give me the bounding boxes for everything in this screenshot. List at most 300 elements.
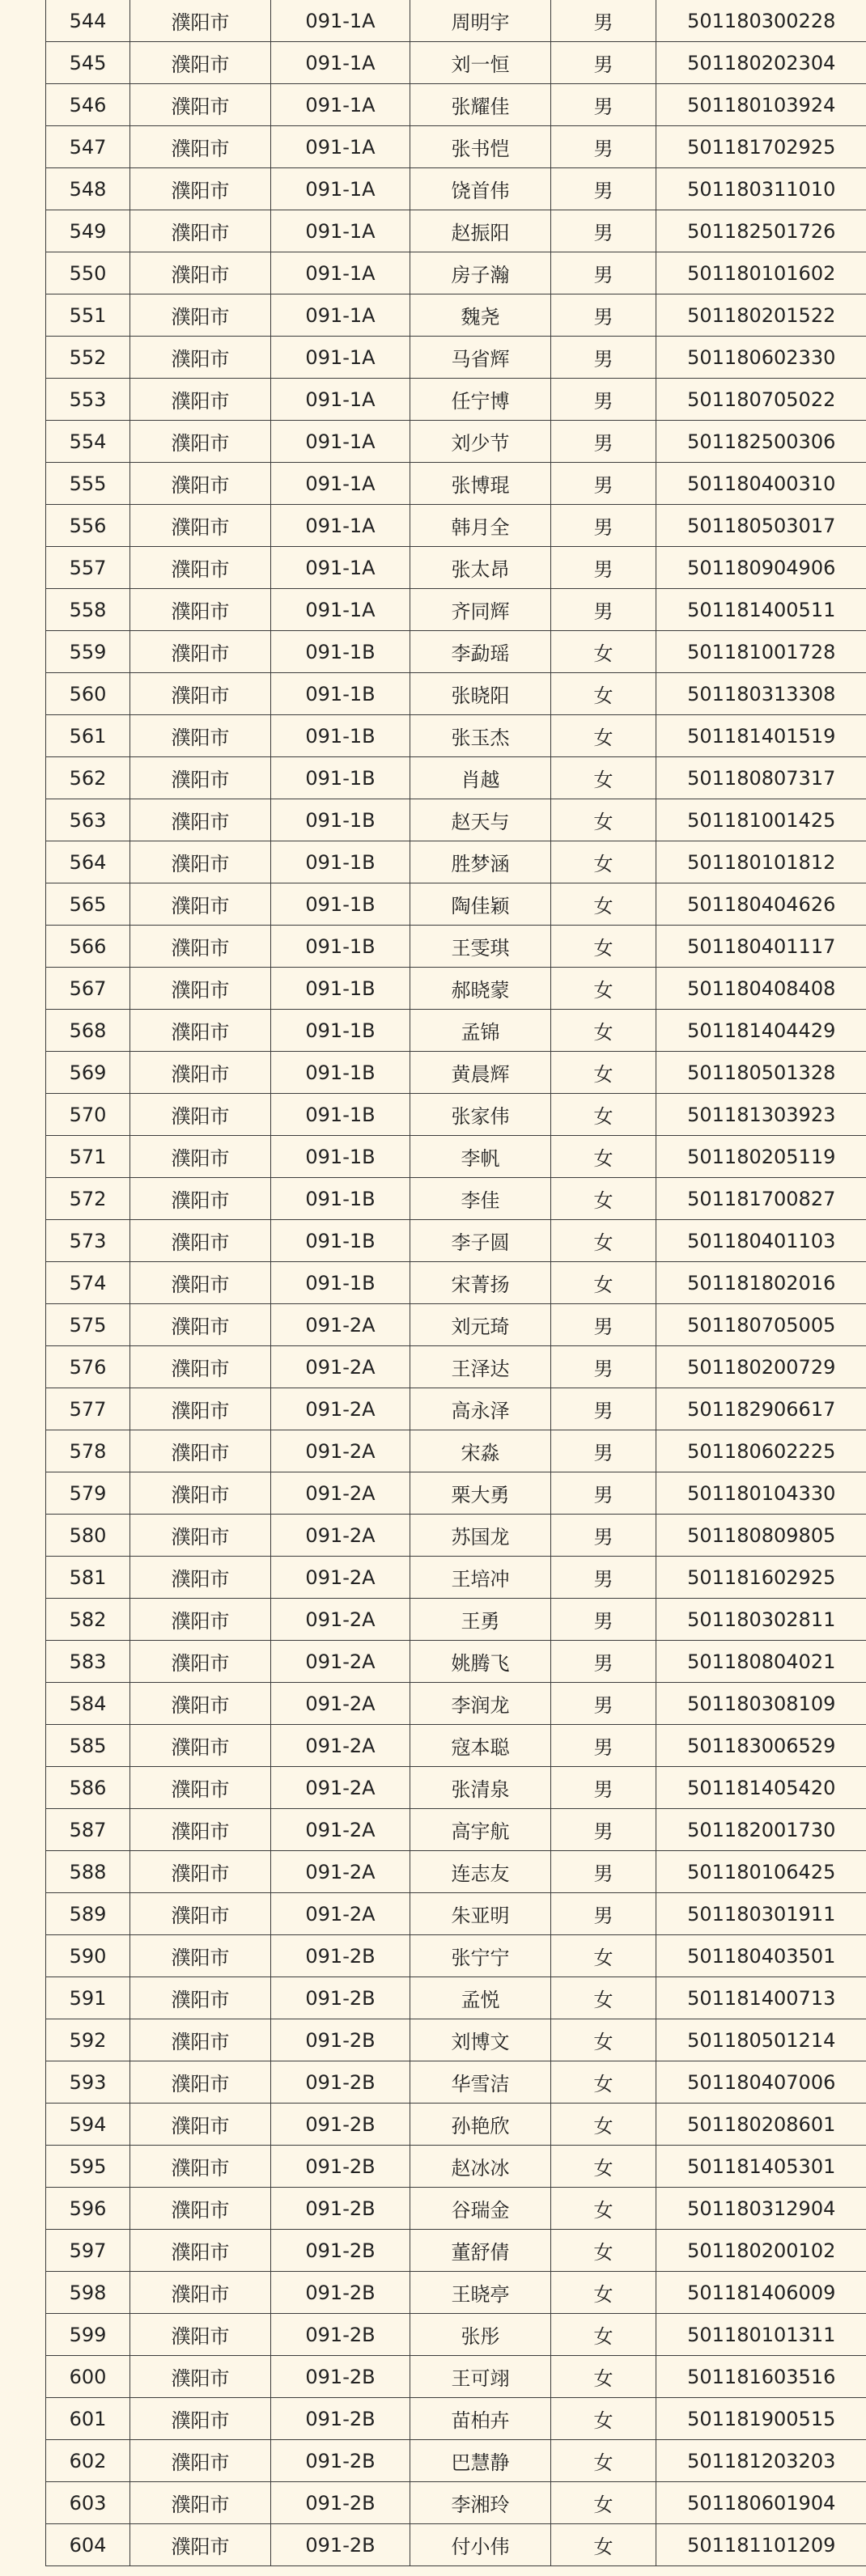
class-code-cell: 091-1A: [271, 0, 410, 42]
row-number-cell: 553: [46, 379, 130, 421]
student-name-cell: 张晓阳: [410, 673, 551, 715]
exam-id-cell: 501180408408: [656, 968, 866, 1010]
row-number-cell: 545: [46, 42, 130, 84]
city-cell: 濮阳市: [130, 1809, 271, 1851]
table-row: [46, 421, 866, 463]
student-name-cell: 韩月全: [410, 505, 551, 547]
table-row: [46, 2398, 866, 2440]
city-cell: 濮阳市: [130, 1010, 271, 1052]
exam-id-cell: 501180602225: [656, 1430, 866, 1472]
class-code-cell: 091-2A: [271, 1472, 410, 1515]
class-code-cell: 091-2B: [271, 2230, 410, 2272]
city-cell: 濮阳市: [130, 2019, 271, 2061]
table-row: [46, 252, 866, 294]
exam-id-cell: 501181900515: [656, 2398, 866, 2440]
table-row: [46, 84, 866, 126]
class-code-cell: 091-1A: [271, 42, 410, 84]
city-cell: 濮阳市: [130, 337, 271, 379]
gender-cell: 女: [551, 1262, 656, 1304]
class-code-cell: 091-2A: [271, 1767, 410, 1809]
class-code-cell: 091-1B: [271, 1136, 410, 1178]
city-cell: 濮阳市: [130, 1683, 271, 1725]
exam-id-cell: 501180201522: [656, 294, 866, 337]
student-name-cell: 张耀佳: [410, 84, 551, 126]
table-row: [46, 2272, 866, 2314]
exam-id-cell: 501180400310: [656, 463, 866, 505]
exam-id-cell: 501183006529: [656, 1725, 866, 1767]
table-row: [46, 2061, 866, 2104]
table-row: [46, 2440, 866, 2482]
student-name-cell: 姚腾飞: [410, 1641, 551, 1683]
table-row: [46, 715, 866, 757]
class-code-cell: 091-2B: [271, 2019, 410, 2061]
gender-cell: 女: [551, 2230, 656, 2272]
class-code-cell: 091-1A: [271, 463, 410, 505]
table-row: [46, 1977, 866, 2019]
gender-cell: 女: [551, 1010, 656, 1052]
student-name-cell: 赵冰冰: [410, 2146, 551, 2188]
city-cell: 濮阳市: [130, 1515, 271, 1557]
row-number-cell: 604: [46, 2524, 130, 2566]
exam-id-cell: 501181203203: [656, 2440, 866, 2482]
class-code-cell: 091-1A: [271, 84, 410, 126]
student-name-cell: 任宁博: [410, 379, 551, 421]
gender-cell: 男: [551, 1304, 656, 1346]
table-row: [46, 757, 866, 799]
row-number-cell: 551: [46, 294, 130, 337]
gender-cell: 女: [551, 631, 656, 673]
city-cell: 濮阳市: [130, 547, 271, 589]
gender-cell: 女: [551, 1977, 656, 2019]
exam-id-cell: 501180313308: [656, 673, 866, 715]
row-number-cell: 589: [46, 1893, 130, 1935]
class-code-cell: 091-1B: [271, 1220, 410, 1262]
table-row: [46, 799, 866, 841]
exam-id-cell: 501180602330: [656, 337, 866, 379]
student-name-cell: 张博琨: [410, 463, 551, 505]
gender-cell: 女: [551, 673, 656, 715]
class-code-cell: 091-2B: [271, 2482, 410, 2524]
city-cell: 濮阳市: [130, 1977, 271, 2019]
row-number-cell: 559: [46, 631, 130, 673]
exam-id-cell: 501181700827: [656, 1178, 866, 1220]
table-row: [46, 673, 866, 715]
class-code-cell: 091-1B: [271, 799, 410, 841]
exam-id-cell: 501180601904: [656, 2482, 866, 2524]
student-name-cell: 齐同辉: [410, 589, 551, 631]
class-code-cell: 091-2A: [271, 1515, 410, 1557]
city-cell: 濮阳市: [130, 1052, 271, 1094]
student-name-cell: 孟锦: [410, 1010, 551, 1052]
student-name-cell: 王勇: [410, 1599, 551, 1641]
exam-id-cell: 501182906617: [656, 1388, 866, 1430]
student-name-cell: 寇本聪: [410, 1725, 551, 1767]
exam-id-cell: 501181404429: [656, 1010, 866, 1052]
roster-table: [45, 0, 866, 2566]
city-cell: 濮阳市: [130, 252, 271, 294]
student-name-cell: 苏国龙: [410, 1515, 551, 1557]
city-cell: 濮阳市: [130, 1725, 271, 1767]
student-name-cell: 孙艳欣: [410, 2104, 551, 2146]
student-name-cell: 张清泉: [410, 1767, 551, 1809]
gender-cell: 女: [551, 2019, 656, 2061]
student-name-cell: 董舒倩: [410, 2230, 551, 2272]
row-number-cell: 579: [46, 1472, 130, 1515]
city-cell: 濮阳市: [130, 1935, 271, 1977]
gender-cell: 女: [551, 1220, 656, 1262]
gender-cell: 男: [551, 547, 656, 589]
gender-cell: 男: [551, 1683, 656, 1725]
row-number-cell: 556: [46, 505, 130, 547]
class-code-cell: 091-2B: [271, 2314, 410, 2356]
exam-id-cell: 501181602925: [656, 1557, 866, 1599]
table-row: [46, 1346, 866, 1388]
row-number-cell: 572: [46, 1178, 130, 1220]
student-name-cell: 宋淼: [410, 1430, 551, 1472]
table-row: [46, 1515, 866, 1557]
city-cell: 濮阳市: [130, 883, 271, 926]
row-number-cell: 563: [46, 799, 130, 841]
row-number-cell: 569: [46, 1052, 130, 1094]
gender-cell: 女: [551, 715, 656, 757]
class-code-cell: 091-1A: [271, 379, 410, 421]
city-cell: 濮阳市: [130, 2188, 271, 2230]
table-row: [46, 294, 866, 337]
city-cell: 濮阳市: [130, 2482, 271, 2524]
city-cell: 濮阳市: [130, 673, 271, 715]
exam-id-cell: 501180106425: [656, 1851, 866, 1893]
student-name-cell: 张太昂: [410, 547, 551, 589]
gender-cell: 男: [551, 1809, 656, 1851]
student-name-cell: 栗大勇: [410, 1472, 551, 1515]
exam-id-cell: 501182500306: [656, 421, 866, 463]
student-name-cell: 张家伟: [410, 1094, 551, 1136]
table-row: [46, 1178, 866, 1220]
row-number-cell: 555: [46, 463, 130, 505]
city-cell: 濮阳市: [130, 1472, 271, 1515]
table-row: [46, 883, 866, 926]
class-code-cell: 091-2B: [271, 2524, 410, 2566]
gender-cell: 女: [551, 2146, 656, 2188]
table-row: [46, 1683, 866, 1725]
row-number-cell: 549: [46, 210, 130, 252]
row-number-cell: 576: [46, 1346, 130, 1388]
exam-id-cell: 501180807317: [656, 757, 866, 799]
gender-cell: 男: [551, 126, 656, 168]
table-row: [46, 1430, 866, 1472]
exam-id-cell: 501181702925: [656, 126, 866, 168]
table-row: [46, 1052, 866, 1094]
class-code-cell: 091-1A: [271, 294, 410, 337]
row-number-cell: 570: [46, 1094, 130, 1136]
gender-cell: 男: [551, 1346, 656, 1388]
exam-id-cell: 501181406009: [656, 2272, 866, 2314]
exam-id-cell: 501182001730: [656, 1809, 866, 1851]
class-code-cell: 091-2B: [271, 1935, 410, 1977]
table-row: [46, 1010, 866, 1052]
city-cell: 濮阳市: [130, 168, 271, 210]
gender-cell: 女: [551, 2314, 656, 2356]
city-cell: 濮阳市: [130, 2061, 271, 2104]
student-name-cell: 赵振阳: [410, 210, 551, 252]
gender-cell: 女: [551, 1136, 656, 1178]
exam-id-cell: 501180302811: [656, 1599, 866, 1641]
class-code-cell: 091-2A: [271, 1683, 410, 1725]
gender-cell: 女: [551, 2398, 656, 2440]
student-name-cell: 李润龙: [410, 1683, 551, 1725]
row-number-cell: 565: [46, 883, 130, 926]
city-cell: 濮阳市: [130, 1220, 271, 1262]
class-code-cell: 091-2A: [271, 1641, 410, 1683]
gender-cell: 女: [551, 2524, 656, 2566]
student-name-cell: 李帆: [410, 1136, 551, 1178]
student-name-cell: 张玉杰: [410, 715, 551, 757]
student-name-cell: 肖越: [410, 757, 551, 799]
class-code-cell: 091-2A: [271, 1893, 410, 1935]
student-name-cell: 周明宇: [410, 0, 551, 42]
gender-cell: 女: [551, 2440, 656, 2482]
class-code-cell: 091-1A: [271, 505, 410, 547]
student-name-cell: 刘博文: [410, 2019, 551, 2061]
class-code-cell: 091-2B: [271, 2272, 410, 2314]
table-row: [46, 1262, 866, 1304]
row-number-cell: 575: [46, 1304, 130, 1346]
class-code-cell: 091-1B: [271, 1052, 410, 1094]
exam-id-cell: 501180208601: [656, 2104, 866, 2146]
city-cell: 濮阳市: [130, 0, 271, 42]
table-row: [46, 2524, 866, 2566]
row-number-cell: 564: [46, 841, 130, 883]
student-name-cell: 朱亚明: [410, 1893, 551, 1935]
gender-cell: 男: [551, 1388, 656, 1430]
row-number-cell: 554: [46, 421, 130, 463]
table-row: [46, 379, 866, 421]
city-cell: 濮阳市: [130, 1094, 271, 1136]
gender-cell: 女: [551, 2272, 656, 2314]
gender-cell: 男: [551, 589, 656, 631]
table-row: [46, 2356, 866, 2398]
exam-id-cell: 501180308109: [656, 1683, 866, 1725]
row-number-cell: 598: [46, 2272, 130, 2314]
gender-cell: 女: [551, 2188, 656, 2230]
exam-id-cell: 501180403501: [656, 1935, 866, 1977]
table-row: [46, 1388, 866, 1430]
gender-cell: 女: [551, 841, 656, 883]
table-row: [46, 337, 866, 379]
student-name-cell: 巴慧静: [410, 2440, 551, 2482]
student-name-cell: 付小伟: [410, 2524, 551, 2566]
table-row: [46, 547, 866, 589]
class-code-cell: 091-2A: [271, 1346, 410, 1388]
row-number-cell: 550: [46, 252, 130, 294]
gender-cell: 男: [551, 463, 656, 505]
gender-cell: 男: [551, 505, 656, 547]
student-name-cell: 华雪洁: [410, 2061, 551, 2104]
exam-id-cell: 501180401103: [656, 1220, 866, 1262]
row-number-cell: 552: [46, 337, 130, 379]
student-name-cell: 王晓亭: [410, 2272, 551, 2314]
table-row: [46, 2104, 866, 2146]
table-row: [46, 1094, 866, 1136]
class-code-cell: 091-1A: [271, 126, 410, 168]
table-row: [46, 2146, 866, 2188]
exam-id-cell: 501180101602: [656, 252, 866, 294]
exam-id-cell: 501181401519: [656, 715, 866, 757]
gender-cell: 女: [551, 1178, 656, 1220]
table-row: [46, 1136, 866, 1178]
exam-id-cell: 501181303923: [656, 1094, 866, 1136]
table-row: [46, 2482, 866, 2524]
gender-cell: 女: [551, 968, 656, 1010]
row-number-cell: 590: [46, 1935, 130, 1977]
class-code-cell: 091-1A: [271, 337, 410, 379]
table-row: [46, 42, 866, 84]
table-row: [46, 968, 866, 1010]
student-name-cell: 陶佳颖: [410, 883, 551, 926]
city-cell: 濮阳市: [130, 1262, 271, 1304]
city-cell: 濮阳市: [130, 715, 271, 757]
exam-id-cell: 501181603516: [656, 2356, 866, 2398]
table-row: [46, 841, 866, 883]
class-code-cell: 091-1B: [271, 1262, 410, 1304]
city-cell: 濮阳市: [130, 968, 271, 1010]
city-cell: 濮阳市: [130, 379, 271, 421]
city-cell: 濮阳市: [130, 2146, 271, 2188]
student-name-cell: 谷瑞金: [410, 2188, 551, 2230]
table-row: [46, 1851, 866, 1893]
gender-cell: 男: [551, 379, 656, 421]
table-row: [46, 126, 866, 168]
gender-cell: 男: [551, 1851, 656, 1893]
class-code-cell: 091-1B: [271, 1010, 410, 1052]
city-cell: 濮阳市: [130, 463, 271, 505]
row-number-cell: 595: [46, 2146, 130, 2188]
exam-id-cell: 501181802016: [656, 1262, 866, 1304]
class-code-cell: 091-2A: [271, 1304, 410, 1346]
class-code-cell: 091-2B: [271, 2440, 410, 2482]
exam-id-cell: 501180705022: [656, 379, 866, 421]
gender-cell: 男: [551, 1893, 656, 1935]
class-code-cell: 091-2A: [271, 1725, 410, 1767]
city-cell: 濮阳市: [130, 1304, 271, 1346]
table-row: [46, 505, 866, 547]
row-number-cell: 581: [46, 1557, 130, 1599]
table-row: [46, 1220, 866, 1262]
gender-cell: 女: [551, 2356, 656, 2398]
class-code-cell: 091-2B: [271, 1977, 410, 2019]
gender-cell: 女: [551, 757, 656, 799]
class-code-cell: 091-1B: [271, 673, 410, 715]
table-row: [46, 1767, 866, 1809]
student-name-cell: 马省辉: [410, 337, 551, 379]
class-code-cell: 091-1B: [271, 1094, 410, 1136]
class-code-cell: 091-2B: [271, 2398, 410, 2440]
row-number-cell: 548: [46, 168, 130, 210]
class-code-cell: 091-1B: [271, 757, 410, 799]
student-name-cell: 房子瀚: [410, 252, 551, 294]
row-number-cell: 544: [46, 0, 130, 42]
student-name-cell: 赵天与: [410, 799, 551, 841]
exam-id-cell: 501181001425: [656, 799, 866, 841]
exam-id-cell: 501180904906: [656, 547, 866, 589]
table-row: [46, 1935, 866, 1977]
class-code-cell: 091-1A: [271, 547, 410, 589]
city-cell: 濮阳市: [130, 1641, 271, 1683]
row-number-cell: 599: [46, 2314, 130, 2356]
row-number-cell: 601: [46, 2398, 130, 2440]
row-number-cell: 568: [46, 1010, 130, 1052]
gender-cell: 女: [551, 799, 656, 841]
city-cell: 濮阳市: [130, 2356, 271, 2398]
gender-cell: 男: [551, 210, 656, 252]
gender-cell: 女: [551, 2104, 656, 2146]
class-code-cell: 091-2A: [271, 1388, 410, 1430]
class-code-cell: 091-1B: [271, 841, 410, 883]
exam-id-cell: 501180501328: [656, 1052, 866, 1094]
gender-cell: 女: [551, 883, 656, 926]
row-number-cell: 560: [46, 673, 130, 715]
gender-cell: 男: [551, 1725, 656, 1767]
table-row: [46, 1472, 866, 1515]
gender-cell: 女: [551, 1052, 656, 1094]
table-row: [46, 631, 866, 673]
table-row: [46, 1599, 866, 1641]
row-number-cell: 594: [46, 2104, 130, 2146]
city-cell: 濮阳市: [130, 1557, 271, 1599]
city-cell: 濮阳市: [130, 2398, 271, 2440]
student-name-cell: 张宁宁: [410, 1935, 551, 1977]
class-code-cell: 091-1A: [271, 589, 410, 631]
student-name-cell: 宋菁扬: [410, 1262, 551, 1304]
student-name-cell: 孟悦: [410, 1977, 551, 2019]
row-number-cell: 558: [46, 589, 130, 631]
student-name-cell: 高永泽: [410, 1388, 551, 1430]
gender-cell: 男: [551, 84, 656, 126]
table-row: [46, 2314, 866, 2356]
exam-id-cell: 501180501214: [656, 2019, 866, 2061]
exam-id-cell: 501180311010: [656, 168, 866, 210]
gender-cell: 男: [551, 1515, 656, 1557]
exam-id-cell: 501181405420: [656, 1767, 866, 1809]
gender-cell: 男: [551, 168, 656, 210]
class-code-cell: 091-2A: [271, 1851, 410, 1893]
city-cell: 濮阳市: [130, 1851, 271, 1893]
table-row: [46, 210, 866, 252]
city-cell: 濮阳市: [130, 210, 271, 252]
table-row: [46, 926, 866, 968]
city-cell: 濮阳市: [130, 1767, 271, 1809]
row-number-cell: 562: [46, 757, 130, 799]
student-name-cell: 刘元琦: [410, 1304, 551, 1346]
table-row: [46, 1304, 866, 1346]
exam-id-cell: 501180200729: [656, 1346, 866, 1388]
exam-id-cell: 501180809805: [656, 1515, 866, 1557]
city-cell: 濮阳市: [130, 2230, 271, 2272]
gender-cell: 女: [551, 1935, 656, 1977]
city-cell: 濮阳市: [130, 799, 271, 841]
class-code-cell: 091-2B: [271, 2146, 410, 2188]
city-cell: 濮阳市: [130, 589, 271, 631]
student-name-cell: 李湘玲: [410, 2482, 551, 2524]
row-number-cell: 557: [46, 547, 130, 589]
gender-cell: 男: [551, 1472, 656, 1515]
student-name-cell: 高宇航: [410, 1809, 551, 1851]
table-row: [46, 1893, 866, 1935]
student-name-cell: 李佳: [410, 1178, 551, 1220]
gender-cell: 男: [551, 0, 656, 42]
exam-id-cell: 501180205119: [656, 1136, 866, 1178]
exam-id-cell: 501180202304: [656, 42, 866, 84]
